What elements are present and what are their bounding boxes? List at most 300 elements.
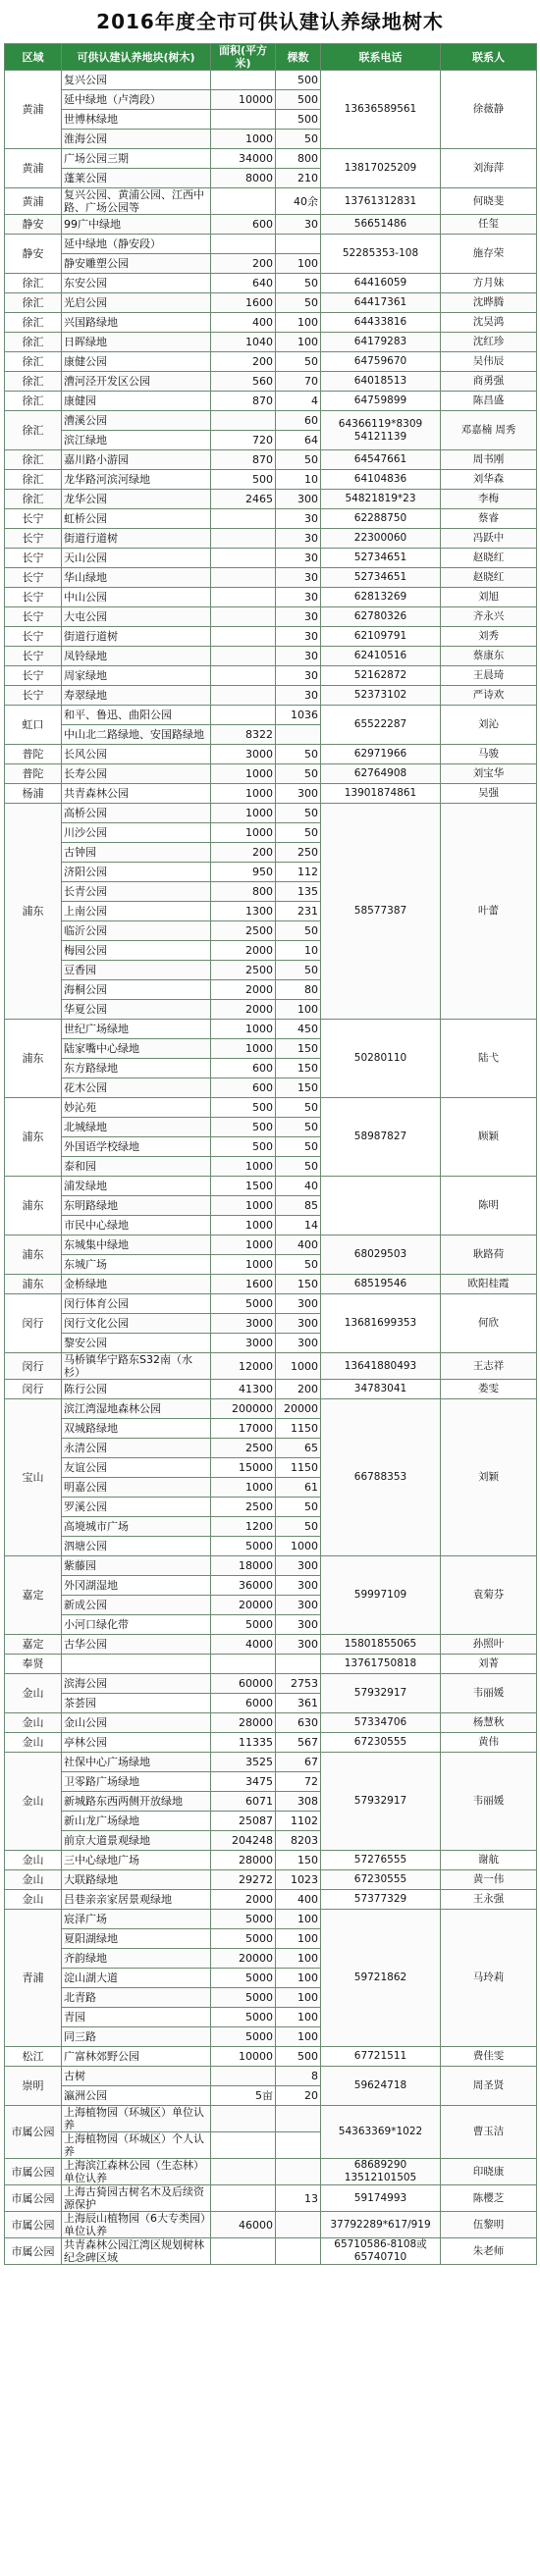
area-cell: 870 [211,450,276,470]
table-row [5,1020,537,1039]
count-cell: 50 [276,274,321,293]
table-row [5,2159,537,2185]
area-cell [211,411,276,431]
table-row [5,627,537,647]
contact-cell: 刘旭 [441,588,537,607]
site-cell: 淀山湖大道 [62,1969,211,1988]
contact-cell: 王志祥 [441,1353,537,1380]
area-cell: 1200 [211,1517,276,1537]
site-cell [62,1655,211,1674]
count-cell [276,2159,321,2185]
contact-cell: 刘华森 [441,470,537,490]
phone-cell: 57932917 [321,1753,441,1851]
site-cell: 漕河泾开发区公园 [62,372,211,392]
area-cell [211,686,276,706]
phone-cell: 54821819*23 [321,490,441,509]
area-cell [211,2132,276,2159]
table-row [5,149,537,169]
count-cell: 30 [276,568,321,588]
count-cell: 2753 [276,1674,321,1694]
count-cell: 85 [276,1196,321,1216]
site-cell: 临沂公园 [62,921,211,941]
site-cell: 淮海公园 [62,130,211,149]
site-cell: 长寿公园 [62,764,211,784]
phone-cell: 52285353-108 [321,235,441,274]
area-cell [211,71,276,90]
table-row [5,784,537,804]
count-cell: 30 [276,529,321,549]
count-cell: 30 [276,666,321,686]
count-cell: 150 [276,1039,321,1059]
phone-cell: 56651486 [321,215,441,235]
count-cell: 500 [276,2047,321,2067]
site-cell: 中山公园 [62,588,211,607]
contact-cell: 商勇强 [441,372,537,392]
count-cell: 20 [276,2086,321,2106]
site-cell: 共青森林公园江湾区规划树林纪念碑区域 [62,2238,211,2265]
area-cell: 28000 [211,1713,276,1733]
contact-cell: 陈明 [441,1177,537,1235]
site-cell: 兴国路绿地 [62,313,211,333]
area-cell [211,647,276,666]
contact-cell: 陈昌盛 [441,392,537,411]
contact-cell: 何欣 [441,1294,537,1353]
count-cell: 300 [276,1556,321,1576]
count-cell: 30 [276,215,321,235]
header-district: 区域 [5,44,62,71]
count-cell: 50 [276,1517,321,1537]
site-cell: 古华公园 [62,1635,211,1655]
area-cell: 46000 [211,2212,276,2238]
area-cell: 500 [211,1098,276,1118]
table-row [5,1870,537,1890]
site-cell: 周家绿地 [62,666,211,686]
phone-cell: 64759899 [321,392,441,411]
count-cell [276,2106,321,2132]
table-row [5,686,537,706]
count-cell: 4 [276,392,321,411]
count-cell: 112 [276,863,321,882]
table-row [5,764,537,784]
count-cell: 300 [276,1314,321,1334]
site-cell: 华夏公园 [62,1000,211,1020]
count-cell: 30 [276,627,321,647]
phone-cell: 54363369*1022 [321,2106,441,2159]
count-cell: 50 [276,1255,321,1275]
area-cell: 17000 [211,1419,276,1439]
count-cell: 30 [276,607,321,627]
site-cell: 高境城市广场 [62,1517,211,1537]
phone-cell: 57276555 [321,1851,441,1870]
count-cell: 50 [276,921,321,941]
site-cell: 友谊公园 [62,1458,211,1478]
area-cell: 1000 [211,1196,276,1216]
table-row [5,372,537,392]
site-cell: 广场公园三期 [62,149,211,169]
count-cell: 308 [276,1792,321,1812]
greenland-table [4,43,537,2265]
count-cell [276,2132,321,2159]
area-cell: 560 [211,372,276,392]
phone-cell: 64416059 [321,274,441,293]
contact-cell: 顾颖 [441,1098,537,1177]
table-row [5,1851,537,1870]
count-cell: 1023 [276,1870,321,1890]
site-cell: 上南公园 [62,902,211,921]
phone-cell: 67721511 [321,2047,441,2067]
area-cell: 1000 [211,823,276,843]
count-cell: 250 [276,843,321,863]
count-cell: 231 [276,902,321,921]
district-cell: 闵行 [5,1380,62,1399]
table-row [5,1733,537,1753]
site-cell: 茶荟园 [62,1694,211,1713]
table-row [5,1275,537,1294]
table-row [5,1098,537,1118]
site-cell: 世博林绿地 [62,110,211,130]
area-cell: 1600 [211,1275,276,1294]
area-cell: 2000 [211,1890,276,1910]
count-cell: 361 [276,1694,321,1713]
contact-cell: 刘菁 [441,1655,537,1674]
area-cell: 1000 [211,1039,276,1059]
count-cell: 50 [276,1137,321,1157]
area-cell: 60000 [211,1674,276,1694]
district-cell: 徐汇 [5,392,62,411]
phone-cell: 62780326 [321,607,441,627]
site-cell: 北城绿地 [62,1118,211,1137]
district-cell: 嘉定 [5,1556,62,1635]
phone-cell: 58577387 [321,804,441,1020]
contact-cell: 刘沁 [441,706,537,745]
count-cell: 135 [276,882,321,902]
count-cell: 100 [276,313,321,333]
area-cell: 12000 [211,1353,276,1380]
count-cell: 450 [276,1020,321,1039]
district-cell: 浦东 [5,1098,62,1177]
count-cell [276,1655,321,1674]
site-cell: 蓬莱公园 [62,169,211,188]
area-cell: 8322 [211,725,276,745]
contact-cell: 韦丽媛 [441,1674,537,1713]
site-cell: 世纪广场绿地 [62,1020,211,1039]
area-cell: 1040 [211,333,276,352]
area-cell [211,666,276,686]
table-row [5,2212,537,2238]
district-cell: 徐汇 [5,333,62,352]
area-cell: 5000 [211,1910,276,1929]
district-cell: 奉贤 [5,1655,62,1674]
table-row [5,1399,537,1419]
site-cell: 凤铃绿地 [62,647,211,666]
count-cell: 100 [276,1929,321,1949]
area-cell: 500 [211,1118,276,1137]
site-cell: 东城集中绿地 [62,1235,211,1255]
count-cell: 300 [276,1596,321,1615]
district-cell: 市属公园 [5,2106,62,2159]
area-cell: 1000 [211,1255,276,1275]
contact-cell: 周书刚 [441,450,537,470]
count-cell: 100 [276,1000,321,1020]
area-cell: 36000 [211,1576,276,1596]
district-cell: 徐汇 [5,470,62,490]
site-cell: 双城路绿地 [62,1419,211,1439]
area-cell: 5000 [211,1988,276,2008]
site-cell: 川沙公园 [62,823,211,843]
count-cell: 300 [276,1615,321,1635]
area-cell: 10000 [211,2047,276,2067]
table-row [5,588,537,607]
count-cell: 400 [276,1890,321,1910]
count-cell: 65 [276,1439,321,1458]
count-cell: 1036 [276,706,321,725]
phone-cell: 66788353 [321,1399,441,1556]
area-cell: 5000 [211,2027,276,2047]
site-cell: 日晖绿地 [62,333,211,352]
site-cell: 新城路东西两侧开放绿地 [62,1792,211,1812]
area-cell [211,188,276,215]
contact-cell: 冯跃中 [441,529,537,549]
contact-cell: 周圣贤 [441,2067,537,2106]
area-cell: 5000 [211,1969,276,1988]
district-cell: 浦东 [5,804,62,1020]
phone-cell: 15801855065 [321,1635,441,1655]
area-cell: 600 [211,215,276,235]
contact-cell: 邓嘉楠 周秀 [441,411,537,450]
site-cell: 外国语学校绿地 [62,1137,211,1157]
site-cell: 明嘉公园 [62,1478,211,1498]
district-cell: 静安 [5,235,62,274]
district-cell: 长宁 [5,529,62,549]
phone-cell: 59997109 [321,1556,441,1635]
area-cell: 200000 [211,1399,276,1419]
count-cell: 30 [276,588,321,607]
count-cell: 1102 [276,1812,321,1831]
count-cell: 30 [276,509,321,529]
area-cell: 8000 [211,169,276,188]
phone-cell: 64433816 [321,313,441,333]
district-cell: 黄浦 [5,71,62,149]
count-cell: 100 [276,1910,321,1929]
area-cell [211,607,276,627]
table-row [5,1380,537,1399]
area-cell [211,2238,276,2265]
contact-cell: 韦丽媛 [441,1753,537,1851]
contact-cell: 方月妹 [441,274,537,293]
area-cell: 2465 [211,490,276,509]
district-cell: 嘉定 [5,1635,62,1655]
site-cell: 紫藤园 [62,1556,211,1576]
contact-cell: 蔡康东 [441,647,537,666]
district-cell: 静安 [5,215,62,235]
area-cell [211,509,276,529]
contact-cell: 欧阳桂霞 [441,1275,537,1294]
site-cell: 三中心绿地广场 [62,1851,211,1870]
phone-cell: 62813269 [321,588,441,607]
area-cell: 4000 [211,1635,276,1655]
phone-cell: 59721862 [321,1910,441,2047]
district-cell: 市属公园 [5,2185,62,2212]
count-cell: 150 [276,1851,321,1870]
table-row [5,235,537,254]
phone-cell: 68689290 13512101505 [321,2159,441,2185]
area-cell: 6071 [211,1792,276,1812]
site-cell: 豆香园 [62,961,211,980]
district-cell: 浦东 [5,1020,62,1098]
table-row [5,333,537,352]
district-cell: 徐汇 [5,293,62,313]
count-cell [276,725,321,745]
table-row [5,529,537,549]
site-cell: 市民中心绿地 [62,1216,211,1235]
phone-cell: 64104836 [321,470,441,490]
table-row [5,2106,537,2132]
site-cell: 梅园公园 [62,941,211,961]
site-cell: 静安雕塑公园 [62,254,211,274]
table-row [5,490,537,509]
area-cell [211,529,276,549]
phone-cell: 22300060 [321,529,441,549]
count-cell: 80 [276,980,321,1000]
site-cell: 夏阳湖绿地 [62,1929,211,1949]
district-cell: 青浦 [5,1910,62,2047]
district-cell: 长宁 [5,666,62,686]
contact-cell: 陆弋 [441,1020,537,1098]
count-cell: 64 [276,431,321,450]
site-cell: 华山绿地 [62,568,211,588]
table-row [5,293,537,313]
area-cell [211,706,276,725]
count-cell: 300 [276,784,321,804]
contact-cell: 马玲莉 [441,1910,537,2047]
count-cell: 40余 [276,188,321,215]
area-cell: 5000 [211,1615,276,1635]
count-cell: 50 [276,1118,321,1137]
phone-cell: 13681699353 [321,1294,441,1353]
contact-cell: 曹玉洁 [441,2106,537,2159]
contact-cell: 杨慧秋 [441,1713,537,1733]
area-cell: 3000 [211,745,276,764]
site-cell: 龙华路河滨河绿地 [62,470,211,490]
area-cell: 500 [211,1137,276,1157]
phone-cell: 13641880493 [321,1353,441,1380]
count-cell: 150 [276,1275,321,1294]
site-cell: 龙华公园 [62,490,211,509]
area-cell: 3000 [211,1334,276,1353]
contact-cell: 朱老师 [441,2238,537,2265]
contact-cell: 刘颖 [441,1399,537,1556]
area-cell [211,1655,276,1674]
contact-cell: 任玺 [441,215,537,235]
count-cell: 300 [276,1576,321,1596]
count-cell: 50 [276,804,321,823]
contact-cell: 黄一伟 [441,1870,537,1890]
header-count: 棵数 [276,44,321,71]
contact-cell: 叶蕾 [441,804,537,1020]
site-cell: 复兴公园、黄浦公园、江西中路、广场公园等 [62,188,211,215]
phone-cell: 34783041 [321,1380,441,1399]
site-cell: 社保中心广场绿地 [62,1753,211,1772]
site-cell: 街道行道树 [62,529,211,549]
site-cell: 长风公园 [62,745,211,764]
count-cell: 100 [276,1988,321,2008]
contact-cell: 王永强 [441,1890,537,1910]
count-cell: 100 [276,2008,321,2027]
site-cell: 亭林公园 [62,1733,211,1753]
area-cell [211,110,276,130]
table-row [5,647,537,666]
area-cell: 20000 [211,1949,276,1969]
area-cell: 1500 [211,1177,276,1196]
count-cell: 300 [276,1294,321,1314]
area-cell: 400 [211,313,276,333]
site-cell: 泗塘公园 [62,1537,211,1556]
contact-cell: 徐薇静 [441,71,537,149]
table-row [5,1556,537,1576]
site-cell: 延中绿地（卢湾段） [62,90,211,110]
phone-cell: 64018513 [321,372,441,392]
site-cell: 滨江湾湿地森林公园 [62,1399,211,1419]
table-row [5,1235,537,1255]
table-row [5,2238,537,2265]
district-cell: 闵行 [5,1294,62,1353]
site-cell: 东安公园 [62,274,211,293]
contact-cell: 吴强 [441,784,537,804]
site-cell: 青园 [62,2008,211,2027]
count-cell: 100 [276,254,321,274]
area-cell: 500 [211,470,276,490]
phone-cell: 62288750 [321,509,441,529]
contact-cell: 娄雯 [441,1380,537,1399]
area-cell: 41300 [211,1380,276,1399]
phone-cell: 68519546 [321,1275,441,1294]
phone-cell: 67230555 [321,1733,441,1753]
phone-cell: 52734651 [321,568,441,588]
site-cell: 济阳公园 [62,863,211,882]
site-cell: 闵行体育公园 [62,1294,211,1314]
area-cell: 720 [211,431,276,450]
phone-cell: 64547661 [321,450,441,470]
site-cell: 共青森林公园 [62,784,211,804]
site-cell: 古树 [62,2067,211,2086]
contact-cell: 耿路荷 [441,1235,537,1275]
site-cell: 东城广场 [62,1255,211,1275]
count-cell: 1150 [276,1419,321,1439]
area-cell: 2000 [211,941,276,961]
district-cell: 市属公园 [5,2159,62,2185]
site-cell: 天山公园 [62,549,211,568]
site-cell: 吕巷亲亲家居景观绿地 [62,1890,211,1910]
area-cell: 18000 [211,1556,276,1576]
phone-cell: 13761750818 [321,1655,441,1674]
table-row [5,1353,537,1380]
area-cell: 2000 [211,980,276,1000]
site-cell: 99广中绿地 [62,215,211,235]
table-row [5,804,537,823]
area-cell [211,235,276,254]
table-body [5,71,537,2265]
count-cell: 10 [276,470,321,490]
site-cell: 漕溪公园 [62,411,211,431]
area-cell: 2500 [211,961,276,980]
count-cell: 1000 [276,1537,321,1556]
site-cell: 陆家嘴中心绿地 [62,1039,211,1059]
site-cell: 延中绿地（静安段） [62,235,211,254]
site-cell: 街道行道树 [62,627,211,647]
phone-cell: 62410516 [321,647,441,666]
table-row [5,188,537,215]
area-cell: 6000 [211,1694,276,1713]
